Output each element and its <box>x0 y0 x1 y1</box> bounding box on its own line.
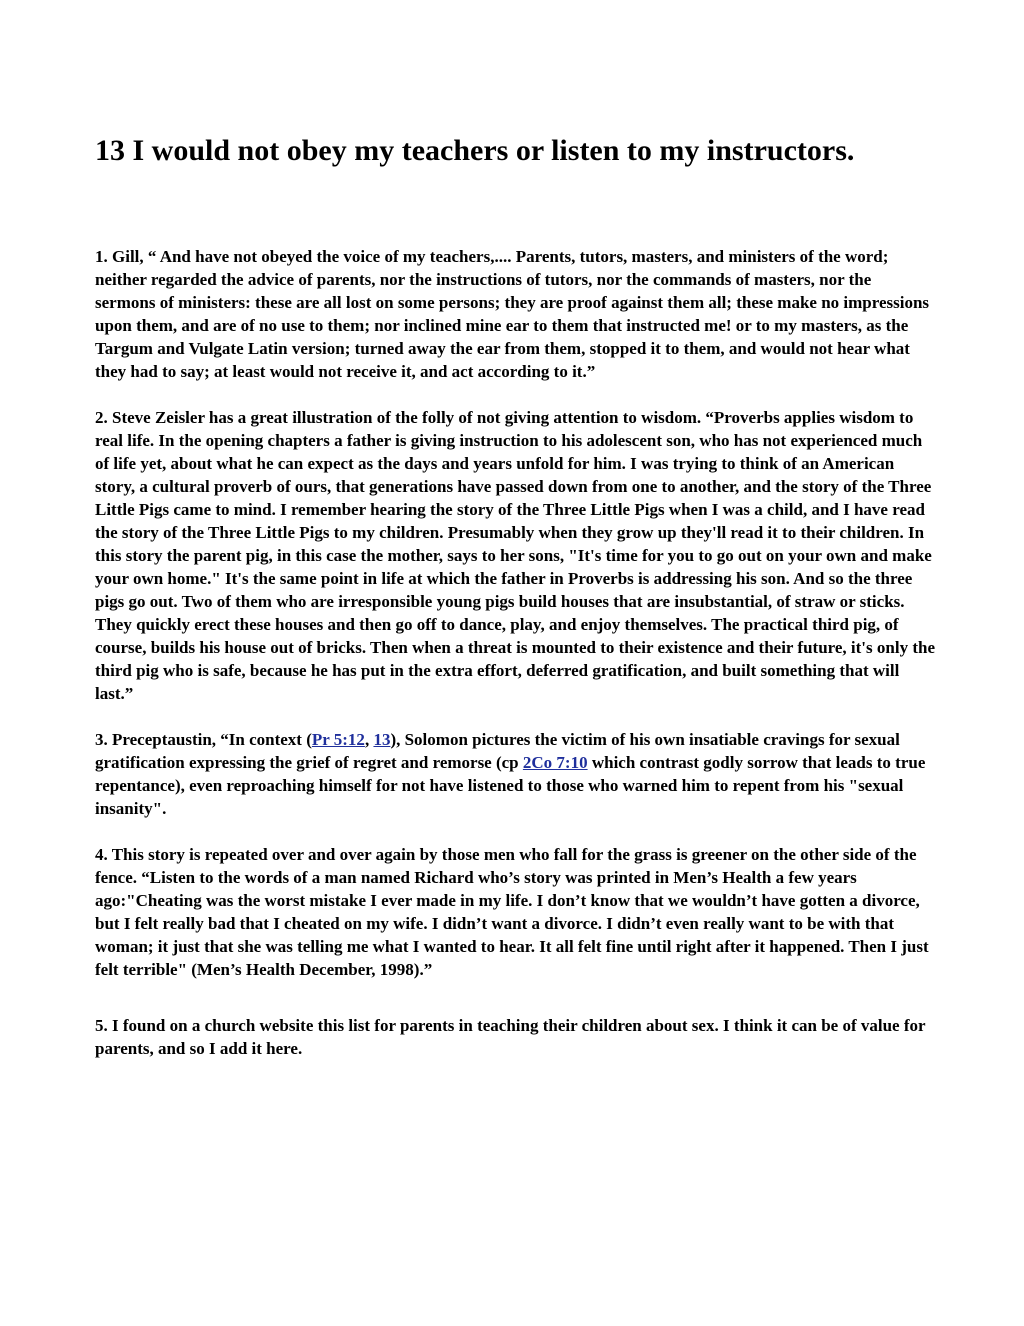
paragraph-preceptaustin <box>95 728 935 820</box>
page-title: 13 I would not obey my teachers or listen to my instructors. <box>95 134 855 167</box>
paragraph-text: ), Solomon pictures the victim of his own insatiable cravings for sexual gratification expressing the grief of regret and remorse (cp <box>95 730 900 772</box>
document-body <box>95 245 935 1060</box>
paragraph-text: 3. Preceptaustin, “In context ( <box>95 730 312 749</box>
paragraph-text: , <box>364 730 374 749</box>
scripture-link-pr-5-12[interactable]: Pr 5:12 <box>311 730 365 749</box>
paragraph-gill: 1. Gill, “ And have not obeyed the voice of my teachers,.... Parents, tutors, masters, and ministers of the word; neither regarded the advice of parents, nor the instructions of tutors, nor the commands of masters, nor the sermons of ministers: these are all lost on some persons; they are proof against them all; these make no impressions upon them, and are of no use to them; nor inclined mine ear to them that instructed me! or to my masters, as the Targum and Vulgate Latin version; turned away the ear from them, stopped it to them, and would not hear what they had to say; at least would not receive it, and act according to it.” <box>95 247 930 381</box>
scripture-link-2co-7-10[interactable]: 2Co 7:10 <box>522 753 588 772</box>
document-page <box>95 132 935 1083</box>
paragraph-story: 4. This story is repeated over and over again by those men who fall for the grass is greener on the other side of the fence. “Listen to the words of a man named Richard who’s story was printed in Men’s Health a few years ago:"Cheating was the worst mistake I ever made in my life. I don’t know that we wouldn’t have gotten a divorce, but I felt really bad that I cheated on my wife. I didn’t want a divorce. I didn’t even really want to be with that woman; it just that she was telling me what I wanted to hear. It all felt fine until right after it happened. Then I just felt terrible" (Men’s Health December, 1998).” <box>95 845 929 979</box>
paragraph-text: which contrast godly sorrow that leads to true repentance), even reproaching himself for not have listened to those who warned him to repent from his "sexual insanity". <box>95 753 926 818</box>
paragraph-church-list: 5. I found on a church website this list for parents in teaching their children about sex. I think it can be of value for parents, and so I add it here. <box>95 1016 926 1058</box>
scripture-link-13[interactable]: 13 <box>373 730 391 749</box>
paragraph-zeisler: 2. Steve Zeisler has a great illustration of the folly of not giving attention to wisdom. “Proverbs applies wisdom to real life. In the opening chapters a father is giving instruction to his adolescent son, who has not experienced much of life yet, about what he can expect as the days and years unfold for him. I was trying to think of an American story, a cultural proverb of ours, that generations have passed down from one to another, and the story of the Three Little Pigs came to mind. I remember hearing the story of the Three Little Pigs when I was a child, and I have read the story of the Three Little Pigs to my children. Presumably when they grow up they'll read it to their children. In this story the parent pig, in this case the mother, says to her sons, "It's time for you to go out on your own and make your own home." It's the same point in life at which the father in Proverbs is addressing his son. And so the three pigs go out. Two of them who are irresponsible young pigs build houses that are insubstantial, of straw or sticks. They quickly erect these houses and then go off to dance, play, and enjoy themselves. The practical third pig, of course, builds his house out of bricks. Then when a threat is mounted to their existence and their future, it's only the third pig who is safe, because he has put in the extra effort, deferred gratification, and built something that will last.” <box>95 408 935 703</box>
